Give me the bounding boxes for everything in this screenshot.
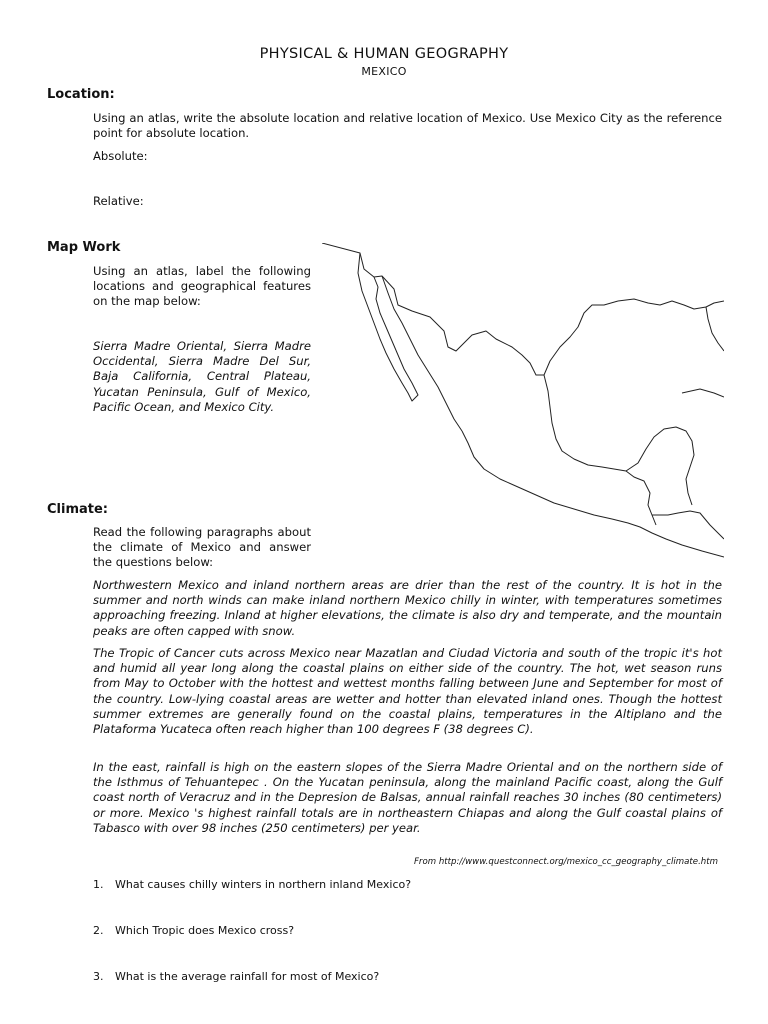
map-features-list: Sierra Madre Oriental, Sierra Madre Occidental, Sierra Madre Del Sur, Baja California, Central Plateau, Yucatan Peninsula, Gulf of Mexico, Pacific Ocean, and Mexico City. <box>93 339 311 414</box>
page-title: PHYSICAL & HUMAN GEOGRAPHY <box>259 46 509 62</box>
climate-instructions: Read the following paragraphs about the climate of Mexico and answer the questions below: <box>93 525 311 570</box>
location-instructions: Using an atlas, write the absolute location and relative location of Mexico. Use Mexico City as the reference point for absolute location. <box>93 111 722 141</box>
question-3: 3. What is the average rainfall for most of Mexico? <box>93 970 380 983</box>
climate-paragraph-2: The Tropic of Cancer cuts across Mexico near Mazatlan and Ciudad Victoria and south of the tropic it's hot and humid all year long along the coastal plains on either side of the country. The hot, wet season runs from May to October with the hottest and wettest months falling between June and September for most of the country. Low-lying coastal areas are wetter and hotter than elevated inland ones. Though the hottest summer extremes are generally found on the coastal plains, temperatures in the Altiplano and the Plataforma Yucateca often reach higher than 100 degrees F (38 degrees C). <box>93 646 722 737</box>
climate-heading: Climate: <box>47 502 109 517</box>
climate-paragraph-1: Northwestern Mexico and inland northern areas are drier than the rest of the country. It is hot in the summer and north winds can make inland northern Mexico chilly in winter, with temperatures sometimes approaching freezing. Inland at higher elevations, the climate is also dry and temperate, and the mountain peaks are often capped with snow. <box>93 578 722 638</box>
question-1: 1. What causes chilly winters in northern inland Mexico? <box>93 878 412 891</box>
relative-label: Relative: <box>93 194 144 208</box>
source-citation: From http://www.questconnect.org/mexico_cc_geography_climate.htm <box>413 857 718 867</box>
map-work-heading: Map Work <box>47 240 121 255</box>
question-2: 2. Which Tropic does Mexico cross? <box>93 924 295 937</box>
mexico-map-icon <box>322 243 724 559</box>
location-heading: Location: <box>47 87 115 102</box>
page-subtitle: MEXICO <box>361 65 407 78</box>
map-work-instructions: Using an atlas, label the following locations and geographical features on the map below: <box>93 264 311 309</box>
absolute-label: Absolute: <box>93 149 148 163</box>
climate-paragraph-3: In the east, rainfall is high on the eastern slopes of the Sierra Madre Oriental and on the northern side of the Isthmus of Tehuantepec . On the Yucatan peninsula, along the mainland Pacific coast, along the Gulf coast north of Veracruz and in the Depresion de Balsas, annual rainfall reaches 30 inches (80 centimeters) or more. Mexico 's highest rainfall totals are in northeastern Chiapas and along the Gulf coastal plains of Tabasco with over 98 inches (250 centimeters) per year. <box>93 760 722 835</box>
